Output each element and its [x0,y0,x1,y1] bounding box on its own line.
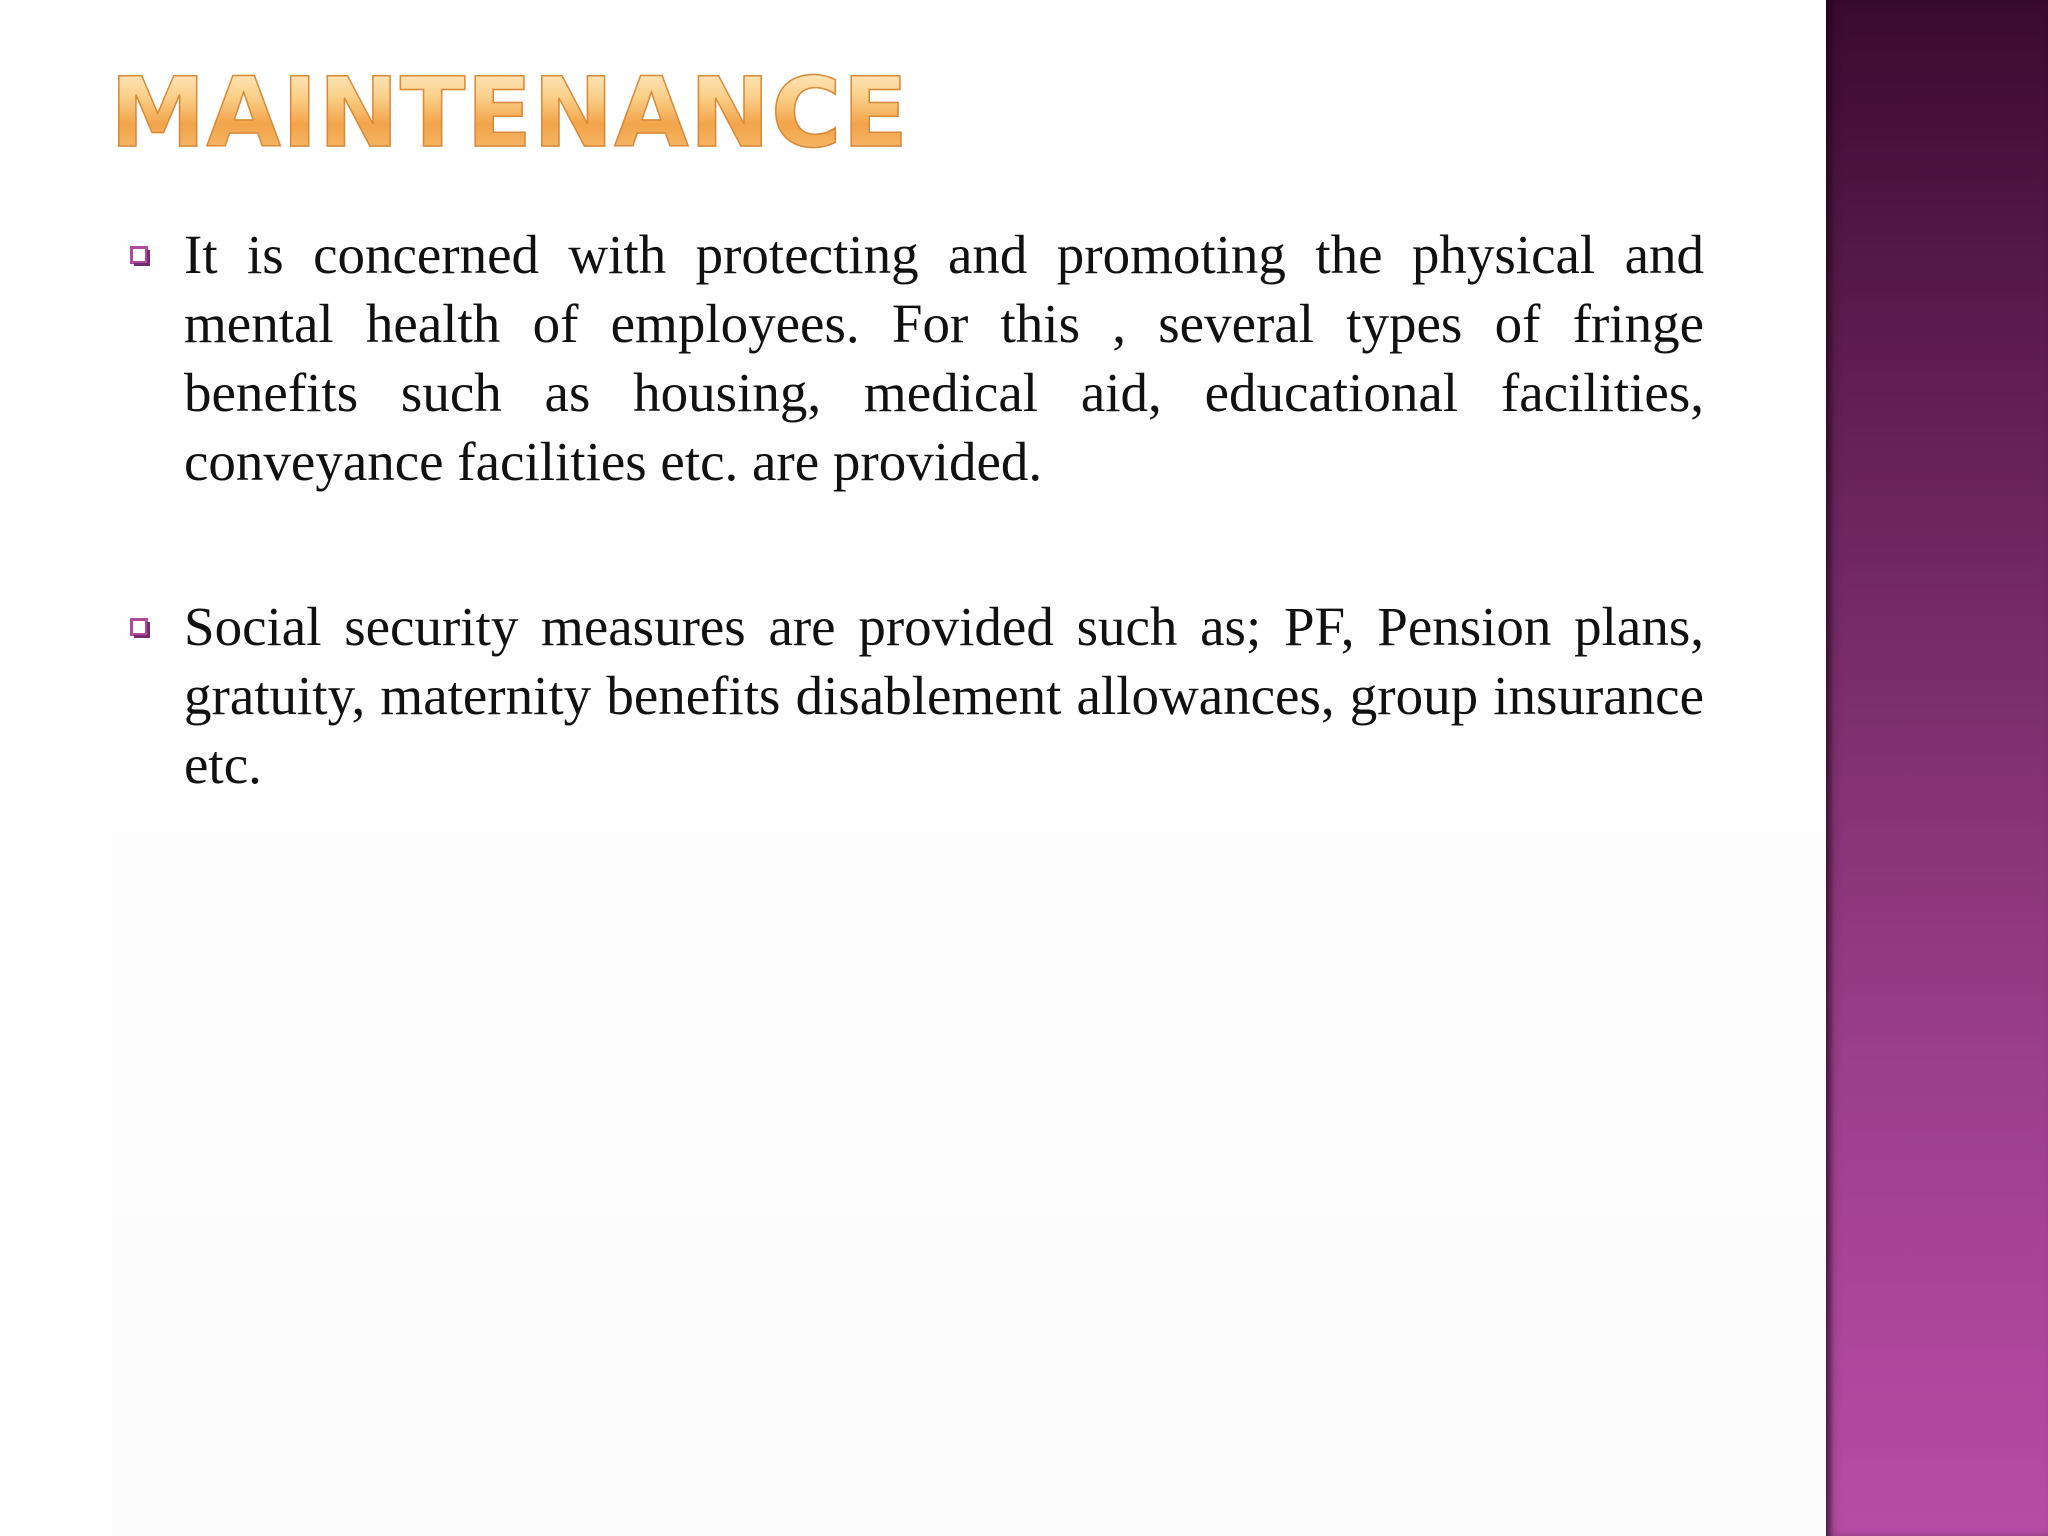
slide-title: MAINTENANCE [110,57,909,169]
decorative-side-band [1826,0,2048,1536]
bullet-item-social-security [122,592,1704,799]
hollow-square-bullet-icon [130,618,150,638]
bullet-text: Social security measures are provided such as; PF, Pension plans, gratuity, maternity benefits disablement allowances, group insurance etc. [184,596,1704,795]
bullet-list [122,220,1704,895]
bullet-text: It is concerned with protecting and promoting the physical and mental health of employees. For this , several types of fringe benefits such as housing, medical aid, educational facilities, conveyance facilities etc. are provided. [184,224,1704,492]
bullet-item-maintenance-health [122,220,1704,496]
hollow-square-bullet-icon [130,246,150,266]
